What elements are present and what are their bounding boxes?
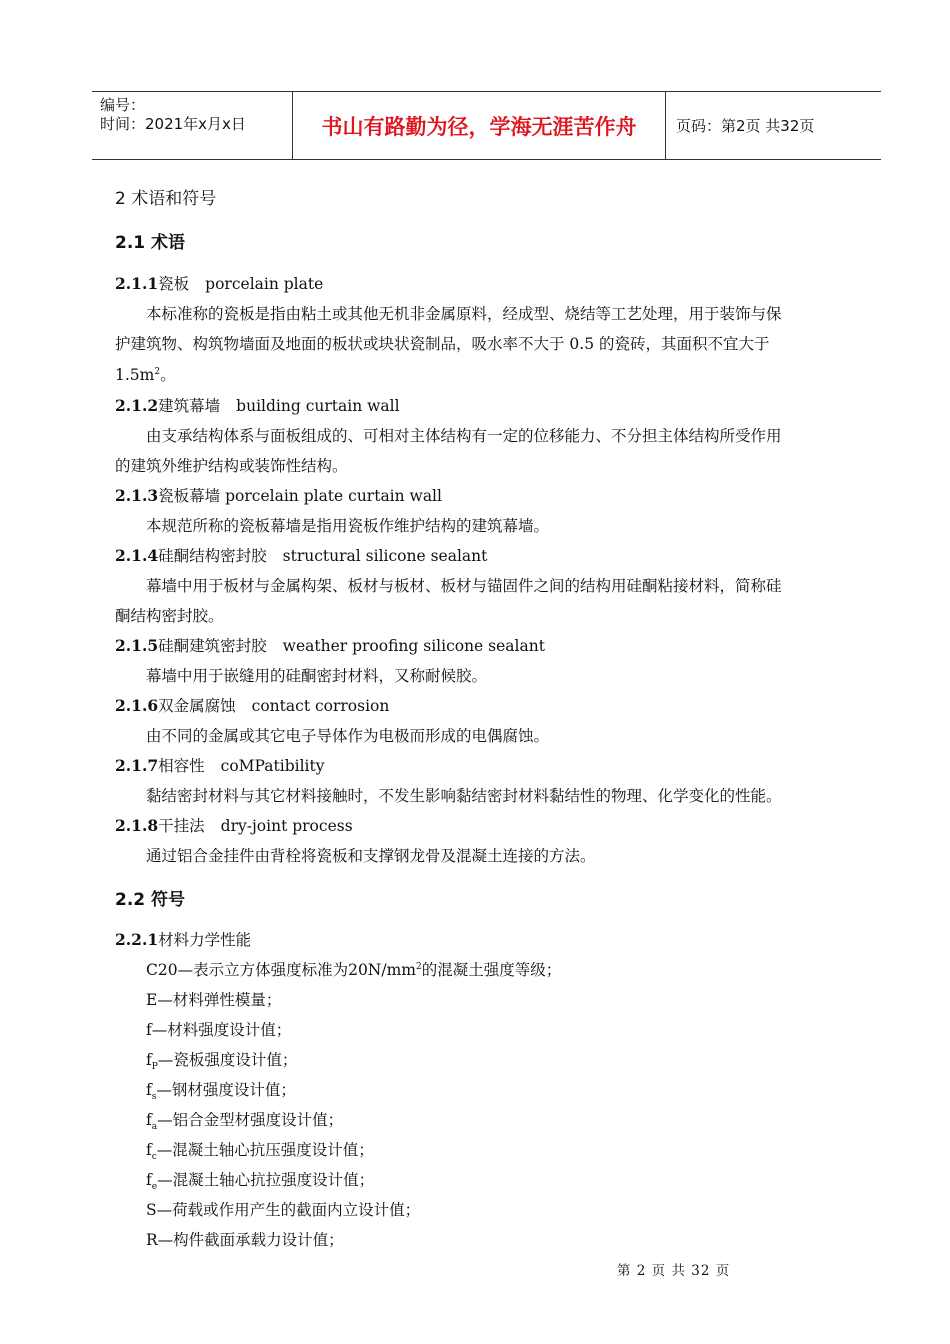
subheading-title: 材料力学性能 [158,931,252,949]
symbol-base: f [146,1141,152,1159]
symbol-line [146,1168,374,1192]
term-description: 由不同的金属或其它电子导体作为电极而形成的电偶腐蚀。 [146,727,550,745]
term-heading [115,814,353,836]
term-number: 2.1.1 [115,274,159,293]
header-time-label: 时间：2021年x月x日 [100,115,246,133]
subheading-number: 2.2.1 [115,930,159,949]
symbol-desc: —构件截面承载力设计值； [157,1231,344,1249]
term-description: 幕墙中用于板材与金属构架、板材与板材、板材与锚固件之间的结构用硅酮粘接材料，简称硅 [146,577,782,595]
symbol-desc: —混凝土轴心抗拉强度设计值； [157,1171,375,1189]
term-en: porcelain plate [205,275,324,293]
symbol-c20-pre: C20—表示立方体强度标准为20N/mm [146,961,416,979]
term-description: 幕墙中用于嵌缝用的硅酮密封材料，又称耐候胶。 [146,667,488,685]
symbol-line [146,1108,343,1132]
term-heading [115,484,442,506]
term-description: 由支承结构体系与面板组成的、可相对主体结构有一定的位移能力、不分担主体结构所受作用 [146,427,782,445]
term-number: 2.1.6 [115,696,159,715]
term-number: 2.1.4 [115,546,159,565]
symbol-desc: —混凝土轴心抗压强度设计值； [156,1141,374,1159]
symbol-desc: —材料强度设计值； [151,1021,292,1039]
term-heading [115,634,545,656]
term-en: coMPatibility [220,757,325,775]
symbol-sub: s [151,1092,157,1103]
desc-tail-end: 。 [160,366,176,384]
term-number: 2.1.5 [115,636,159,655]
term-zh: 相容性 [158,757,205,775]
term-description: 的建筑外维护结构或装饰性结构。 [115,457,348,475]
symbol-line [146,958,561,980]
term-description: 护建筑物、构筑物墙面及地面的板状或块状瓷制品，吸水率不大于 0.5 的瓷砖，其面积不宜大于 [115,335,770,353]
symbol-base: S [146,1201,157,1219]
desc-tail-base: 1.5m [115,366,155,384]
term-heading [115,694,389,716]
symbol-sub: a [151,1122,158,1133]
term-number: 2.1.8 [115,816,159,835]
term-heading [115,394,400,416]
symbol-base: R [146,1231,158,1249]
symbol-line [146,988,281,1012]
symbol-base: f [146,1081,152,1099]
symbol-line [146,1018,291,1042]
term-description: 黏结密封材料与其它材料接触时，不发生影响黏结密封材料黏结性的物理、化学变化的性能。 [146,787,782,805]
page-footer: 第 2 页 共 32 页 [617,1263,731,1279]
term-description: 通过铝合金挂件由背栓将瓷板和支撑钢龙骨及混凝土连接的方法。 [146,847,596,865]
header-meta [92,92,292,159]
symbol-desc: —荷载或作用产生的截面内立设计值； [156,1201,421,1219]
symbol-line [146,1228,344,1252]
symbol-line [146,1048,297,1072]
term-zh: 干挂法 [158,817,205,835]
header-motto: 书山有路勤为径，学海无涯苦作舟 [321,114,637,139]
term-description: 本规范所称的瓷板幕墙是指用瓷板作维护结构的建筑幕墙。 [146,517,550,535]
symbols-title-text: 2.2 符号 [115,890,186,910]
symbol-sub: e [151,1182,158,1193]
symbol-desc: —材料弹性模量； [157,991,282,1009]
page-header [92,91,881,160]
term-en: building curtain wall [236,397,400,415]
symbol-base: f [146,1021,152,1039]
term-en: dry-joint process [220,817,353,835]
symbol-c20-post: 的混凝土强度等级； [421,961,562,979]
term-heading [115,544,487,566]
term-zh: 瓷板幕墙 [158,487,221,505]
header-number-label: 编号： [100,96,146,114]
header-divider [665,92,666,159]
symbol-sub: c [151,1152,157,1163]
symbol-line [146,1078,296,1102]
term-description: 酮结构密封胶。 [115,607,224,625]
term-description [115,363,176,385]
term-zh: 硅酮结构密封胶 [158,547,267,565]
symbol-desc: —铝合金型材强度设计值； [157,1111,344,1129]
term-number: 2.1.3 [115,486,159,505]
term-zh: 双金属腐蚀 [158,697,236,715]
term-zh: 瓷板 [158,275,190,293]
term-heading [115,272,323,294]
terms-title-text: 2.1 术语 [115,233,186,253]
symbol-desc: —瓷板强度设计值； [157,1051,298,1069]
symbol-desc: —钢材强度设计值； [156,1081,296,1099]
term-number: 2.1.7 [115,756,159,775]
section-title: 2 术语和符号 [115,189,217,209]
term-en: structural silicone sealant [282,547,488,565]
term-description: 本标准称的瓷板是指由粘土或其他无机非金属原料，经成型、烧结等工艺处理，用于装饰与保 [146,305,782,323]
term-en: weather proofing silicone sealant [282,637,545,655]
symbol-c20-sup: 2 [416,961,422,972]
symbol-base: f [146,1111,152,1129]
symbols-subheading [115,928,251,950]
symbol-base: f [146,1051,152,1069]
symbols-title [115,885,185,910]
term-zh: 硅酮建筑密封胶 [158,637,267,655]
term-heading [115,754,325,776]
header-page-code: 页码：第2页 共32页 [676,117,815,135]
symbol-sub: P [151,1062,158,1073]
term-number: 2.1.2 [115,396,159,415]
desc-tail-sup: 2 [154,366,161,377]
term-zh: 建筑幕墙 [158,397,221,415]
term-en: contact corrosion [251,697,390,715]
symbol-line [146,1198,420,1222]
symbol-line [146,1138,374,1162]
symbol-base: f [146,1171,152,1189]
symbol-base: E [146,991,158,1009]
terms-title [115,228,185,253]
term-en: porcelain plate curtain wall [225,487,442,505]
